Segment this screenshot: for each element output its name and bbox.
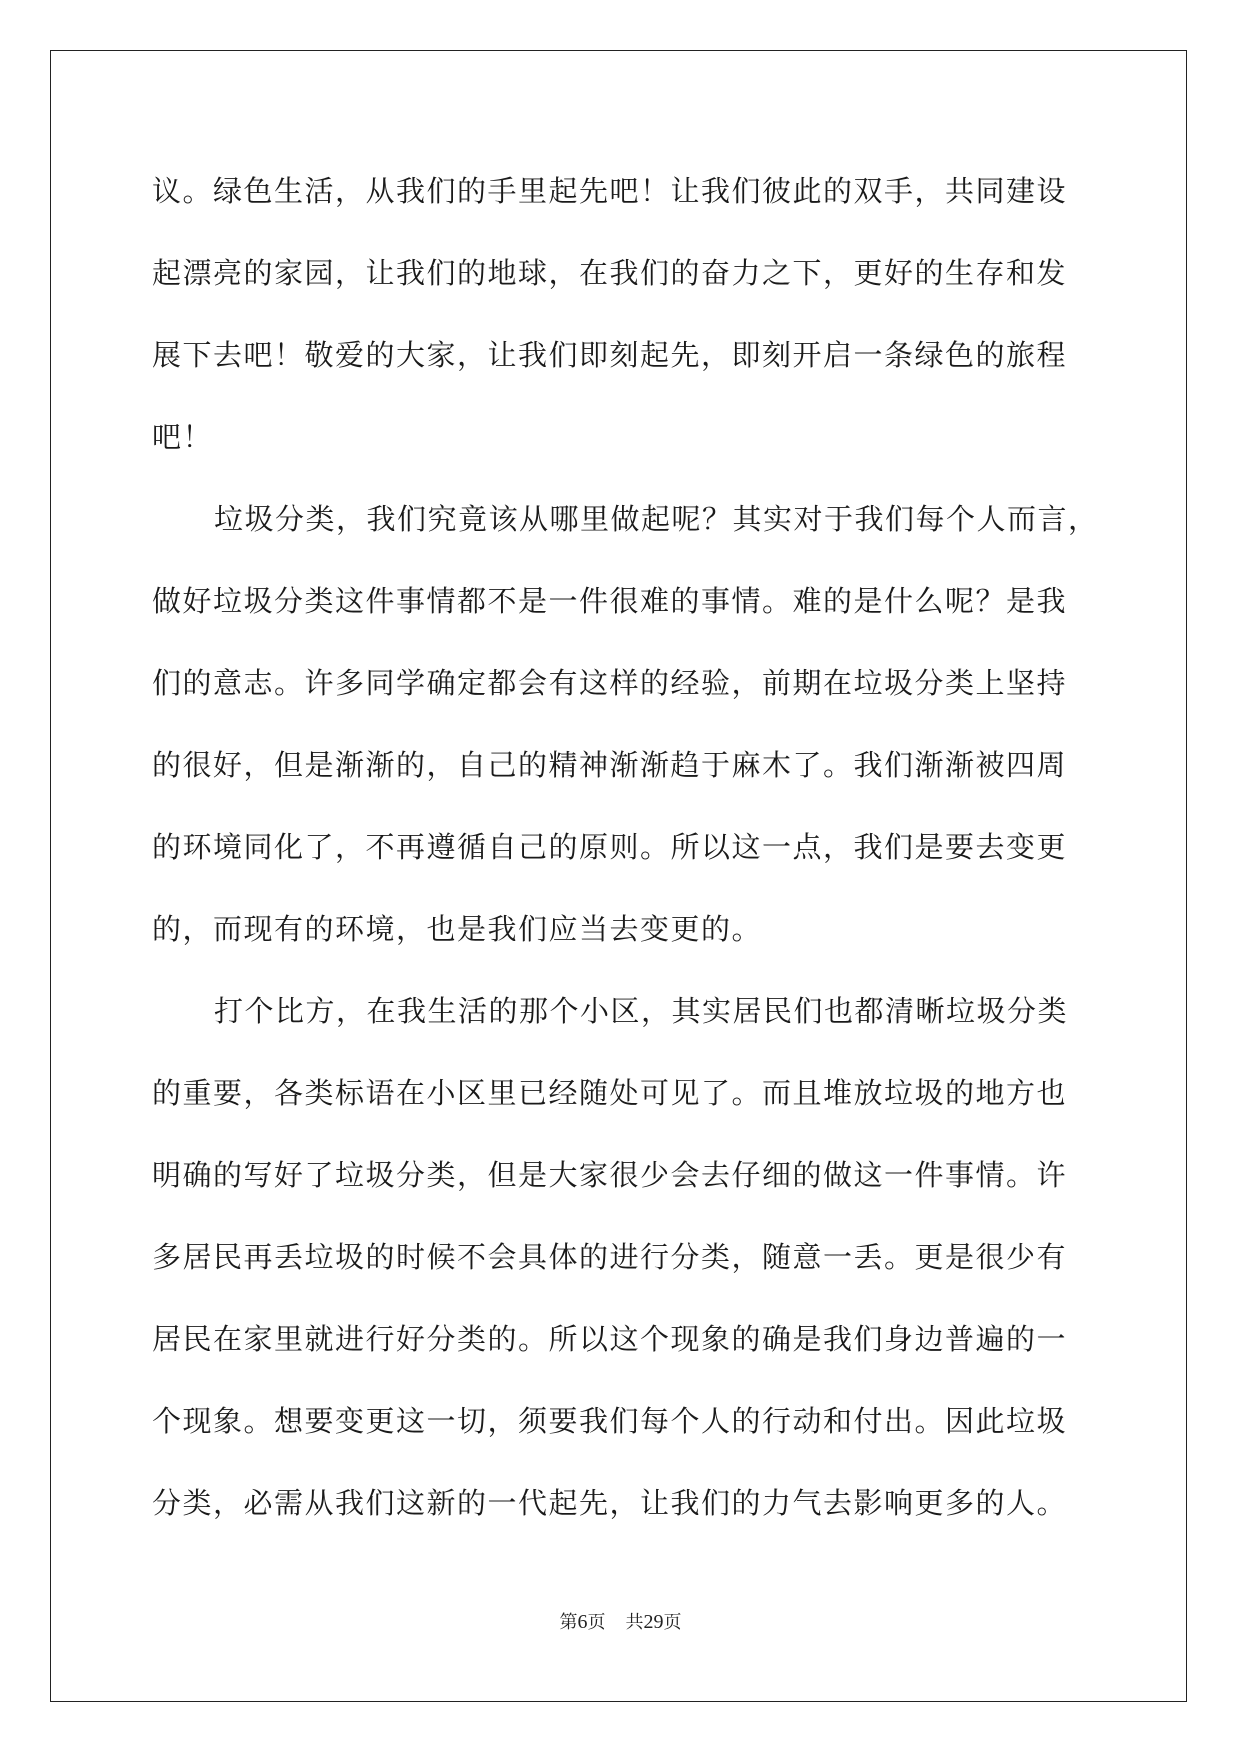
paragraph (152, 150, 1092, 478)
page-suffix: 页 (587, 1612, 606, 1633)
text-line: 多居民再丢垃圾的时候不会具体的进行分类，随意一丢。更是很少有 (152, 1240, 1068, 1274)
text-line: 的很好，但是渐渐的，自己的精神渐渐趋于麻木了。我们渐渐被四周 (152, 748, 1068, 782)
text-line: 分类，必需从我们这新的一代起先，让我们的力气去影响更多的人。 (152, 1486, 1068, 1520)
paragraph (152, 970, 1092, 1544)
text-line: 个现象。想要变更这一切，须要我们每个人的行动和付出。因此垃圾 (152, 1404, 1068, 1438)
page-prefix: 第 (559, 1612, 578, 1633)
text-line: 的环境同化了，不再遵循自己的原则。所以这一点，我们是要去变更 (152, 830, 1068, 864)
text-line: 做好垃圾分类这件事情都不是一件很难的事情。难的是什么呢？是我 (152, 584, 1068, 618)
text-line: 吧！ (152, 420, 214, 454)
text-line: 居民在家里就进行好分类的。所以这个现象的确是我们身边普遍的一 (152, 1322, 1068, 1356)
page-footer (0, 1608, 1241, 1634)
page-total: 29 (643, 1611, 664, 1633)
text-line: 明确的写好了垃圾分类，但是大家很少会去仔细的做这一件事情。许 (152, 1158, 1068, 1192)
paragraph (152, 478, 1099, 970)
text-line: 起漂亮的家园，让我们的地球，在我们的奋力之下，更好的生存和发 (152, 256, 1068, 290)
text-line: 议。绿色生活，从我们的手里起先吧！让我们彼此的双手，共同建设 (152, 174, 1068, 208)
text-line: 的，而现有的环境，也是我们应当去变更的。 (152, 912, 763, 946)
total-prefix: 共 (625, 1612, 644, 1633)
text-line: 垃圾分类，我们究竟该从哪里做起呢？其实对于我们每个人而言， (214, 502, 1099, 536)
document-body (152, 150, 1099, 1544)
total-suffix: 页 (663, 1612, 682, 1633)
text-line: 们的意志。许多同学确定都会有这样的经验，前期在垃圾分类上坚持 (152, 666, 1068, 700)
text-line: 展下去吧！敬爱的大家，让我们即刻起先，即刻开启一条绿色的旅程 (152, 338, 1068, 372)
text-line: 打个比方，在我生活的那个小区，其实居民们也都清晰垃圾分类 (214, 994, 1069, 1028)
text-line: 的重要，各类标语在小区里已经随处可见了。而且堆放垃圾的地方也 (152, 1076, 1068, 1110)
page-number: 6 (577, 1611, 588, 1633)
